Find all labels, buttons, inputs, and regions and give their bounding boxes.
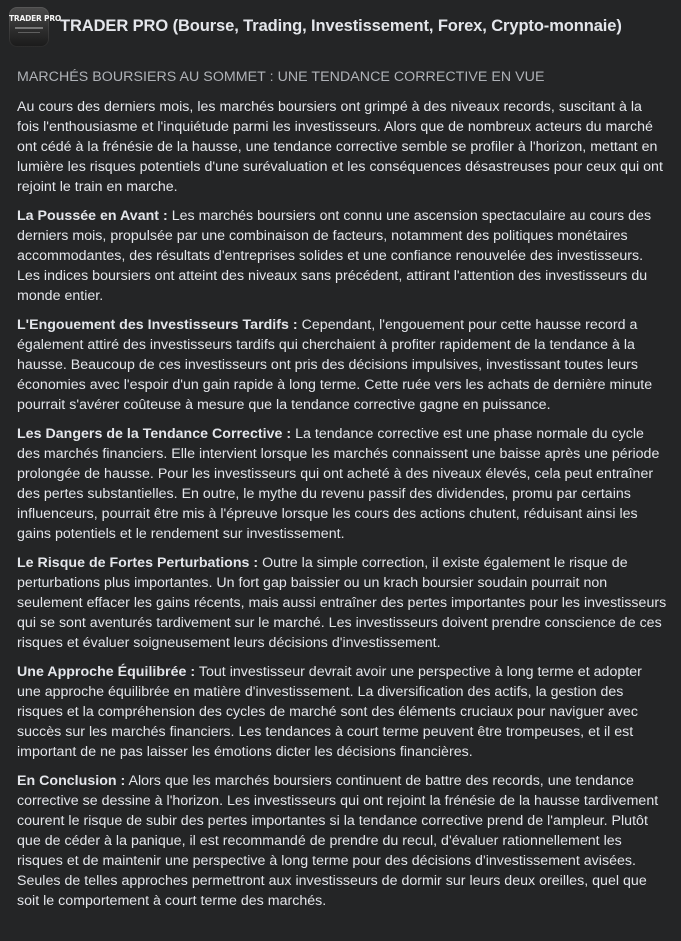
section-lead: La Poussée en Avant : (17, 208, 168, 224)
group-avatar[interactable] (9, 7, 62, 47)
section-text: Alors que les marchés boursiers continuent de battre des records, une tendance corrective se dessine à l'horizon. Les investisseurs qui ont rejoint la frénésie de la hausse tardivement courent le risque de subir des pertes importantes si la tendance corrective prend de l'ampleur. Plutôt que de céder à la panique, il est recommandé de prendre du recul, d'évaluer rationnellement les risques et de maintenir une perspective à long terme pour des décisions d'investissement avisées. Seules de telles approches permettront aux investisseurs de dormir sur leurs deux oreilles, quel que soit le comportement à court terme des marchés. (17, 773, 659, 909)
avatar-label: TRADER PRO (9, 14, 62, 23)
section-text: Cependant, l'engouement pour cette hausse record a également attiré des investisseurs tardifs qui cherchaient à profiter rapidement de la tendance à la hausse. Beaucoup de ces investisseurs ont pris des décisions impulsives, investissant toutes leurs économies avec l'espoir d'un gain rapide à long terme. Cette ruée vers les achats de dernière minute pourrait s'avérer coûteuse à mesure que la tendance corrective gagne en puissance. (17, 317, 653, 413)
article-section (17, 771, 667, 911)
article-section (17, 662, 667, 762)
section-lead: L'Engouement des Investisseurs Tardifs : (17, 317, 298, 333)
section-text: Tout investisseur devrait avoir une perspective à long terme et adopter une approche équilibrée en matière d'investissement. La diversification des actifs, la gestion des risques et la compréhension des cycles de marché sont des éléments cruciaux pour naviguer avec succès sur les marchés financiers. Les tendances à court terme peuvent être trompeuses, et il est important de ne pas laisser les émotions dicter les décisions financières. (17, 664, 642, 760)
post-body (17, 67, 667, 920)
article-section (17, 424, 667, 544)
section-text: Les marchés boursiers ont connu une ascension spectaculaire au cours des derniers mois, propulsée par une combinaison de facteurs, notamment des politiques monétaires accommodantes, des résultats d'entreprises solides et une confiance renouvelée des investisseurs. Les indices boursiers ont atteint des niveaux sans précédent, attirant l'attention des investisseurs du monde entier. (17, 208, 652, 304)
article-section (17, 206, 667, 306)
article-heading: MARCHÉS BOURSIERS AU SOMMET : UNE TENDANCE CORRECTIVE EN VUE (17, 69, 545, 85)
section-text: Outre la simple correction, il existe également le risque de perturbations plus importantes. Un fort gap baissier ou un krach boursier soudain pourrait non seulement effacer les gains récents, mais aussi entraîner des pertes importantes pour les investisseurs qui se sont aventurés tardivement sur le marché. Les investisseurs doivent prendre conscience de ces risques et évaluer soigneusement leurs décisions d'investissement. (17, 555, 667, 651)
section-lead: En Conclusion : (17, 773, 126, 789)
avatar-decoration-line (18, 32, 40, 33)
section-lead: Une Approche Équilibrée : (17, 664, 196, 680)
section-lead: Le Risque de Fortes Perturbations : (17, 555, 259, 571)
article-section (17, 315, 667, 415)
group-title[interactable]: TRADER PRO (Bourse, Trading, Investissement, Forex, Crypto-monnaie) (60, 17, 622, 35)
group-header (0, 0, 681, 54)
article-intro: Au cours des derniers mois, les marchés boursiers ont grimpé à des niveaux records, suscitant à la fois l'enthousiasme et l'inquiétude parmi les investisseurs. Alors que de nombreux acteurs du marché ont cédé à la frénésie de la hausse, une tendance corrective semble se profiler à l'horizon, mettant en lumière les risques potentiels d'une surévaluation et les conséquences désastreuses pour ceux qui ont rejoint le train en marche. (17, 99, 663, 195)
section-lead: Les Dangers de la Tendance Corrective : (17, 426, 292, 442)
article-section (17, 553, 667, 653)
avatar-decoration-line (15, 27, 43, 29)
section-text: La tendance corrective est une phase normale du cycle des marchés financiers. Elle intervient lorsque les marchés connaissent une baisse après une période prolongée de hausse. Pour les investisseurs qui ont acheté à des niveaux élevés, cela peut entraîner des pertes substantielles. En outre, le mythe du revenu passif des dividendes, promu par certains influenceurs, pourrait être mis à l'épreuve lorsque les cours des actions chutent, réduisant ainsi les gains potentiels et le rendement sur investissement. (17, 426, 660, 542)
